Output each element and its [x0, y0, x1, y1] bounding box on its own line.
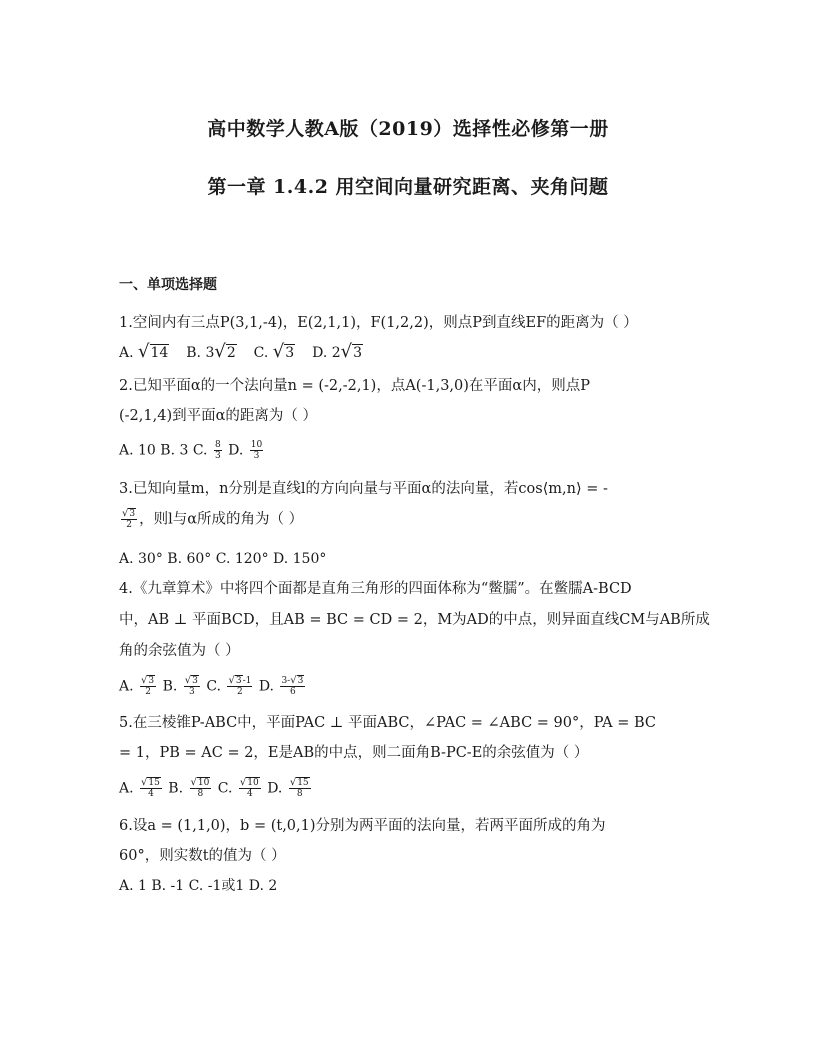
q1-b-label: B.	[186, 345, 201, 361]
section-heading: 一、单项选择题	[119, 277, 217, 293]
q1-stem: 1.空间内有三点P(3,1,-4)，E(2,1,1)，F(1,2,2)，则点P到直线EF的距离为（ ）	[119, 315, 638, 331]
q2-d-label: D.	[228, 442, 244, 459]
q5-b-fraction: $\frac{√10}{8}$	[190, 777, 210, 799]
q4-b-label: B.	[162, 678, 178, 695]
q4-options	[119, 676, 307, 697]
q2-c-fraction: $\frac{8}{3}$	[214, 440, 221, 461]
q5-d-label: D.	[267, 780, 283, 797]
q3-stem-line1: 3.已知向量m，n分别是直线l的方向向量与平面α的法向量，若cos⟨m,n⟩ = -	[119, 481, 608, 497]
q3-cos-fraction: $\frac{√3}{2}$	[122, 508, 136, 530]
q5-a-fraction: $\frac{√15}{4}$	[141, 777, 160, 799]
q5-options	[119, 778, 313, 799]
q5-b-label: B.	[168, 780, 184, 797]
q2-stem-line2: (-2,1,4)到平面α的距离为（ ）	[119, 408, 318, 424]
q2-d-fraction: $\frac{10}{3}$	[250, 440, 263, 461]
q2-stem-line1: 2.已知平面α的一个法向量n = (-2,-2,1)，点A(-1,3,0)在平面α内，则点P	[119, 378, 590, 394]
q4-stem-line3: 角的余弦值为（ ）	[119, 643, 240, 659]
q5-a-label: A.	[119, 780, 134, 797]
q4-d-label: D.	[258, 678, 274, 695]
q4-stem-line1: 4.《九章算术》中将四个面都是直角三角形的四面体称为“鳖臑”。在鳖臑A-BCD	[119, 581, 632, 597]
q4-b-fraction: $\frac{√3}{3}$	[184, 675, 198, 697]
q2-options-prefix: A. 10 B. 3 C.	[119, 442, 208, 459]
q4-d-fraction: $\frac{3-√3}{6}$	[281, 675, 304, 697]
q2-options	[119, 440, 265, 461]
document-subtitle: 第一章 1.4.2 用空间向量研究距离、夹角问题	[207, 176, 609, 198]
q5-c-fraction: $\frac{√10}{4}$	[239, 777, 259, 799]
q4-c-label: C.	[206, 678, 222, 695]
q3-options: A. 30° B. 60° C. 120° D. 150°	[119, 551, 327, 567]
q1-a-label: A.	[119, 345, 134, 361]
q3-stem-line2: $\frac{√3}{2}$ ，则l与α所成的角为（ ）	[122, 508, 304, 530]
q1-c-value: √3	[272, 341, 295, 362]
q6-options: A. 1 B. -1 C. -1或1 D. 2	[119, 878, 278, 894]
q6-stem-line1: 6.设a = (1,1,0)，b = (t,0,1)分别为两平面的法向量，若两平面所成的角为	[119, 818, 606, 834]
q5-d-fraction: $\frac{√15}{8}$	[289, 777, 309, 799]
q4-a-label: A.	[119, 678, 134, 695]
q1-b-value: 3√2	[205, 341, 236, 362]
q6-stem-line2: 60°，则实数t的值为（ ）	[119, 848, 286, 864]
q4-stem-line2: 中，AB ⊥ 平面BCD，且AB = BC = CD = 2，M为AD的中点，则异面直线CM与AB所成	[119, 612, 710, 628]
q1-d-label: D.	[312, 345, 328, 361]
q5-stem-line1: 5.在三棱锥P-ABC中，平面PAC ⊥ 平面ABC，∠PAC = ∠ABC = 90°，PA = BC	[119, 715, 657, 731]
q5-stem-line2: = 1，PB = AC = 2，E是AB的中点，则二面角B-PC-E的余弦值为（ ）	[119, 745, 589, 761]
q1-d-value: 2√3	[331, 341, 363, 362]
q4-c-fraction: $\frac{√3-1}{2}$	[228, 675, 252, 697]
q1-options	[119, 342, 363, 363]
q1-a-value: √14	[138, 341, 169, 362]
document-title: 高中数学人教A版（2019）选择性必修第一册	[207, 118, 609, 140]
q5-c-label: C.	[217, 780, 233, 797]
q4-a-fraction: $\frac{√3}{2}$	[141, 675, 155, 697]
q1-c-label: C.	[253, 345, 269, 361]
